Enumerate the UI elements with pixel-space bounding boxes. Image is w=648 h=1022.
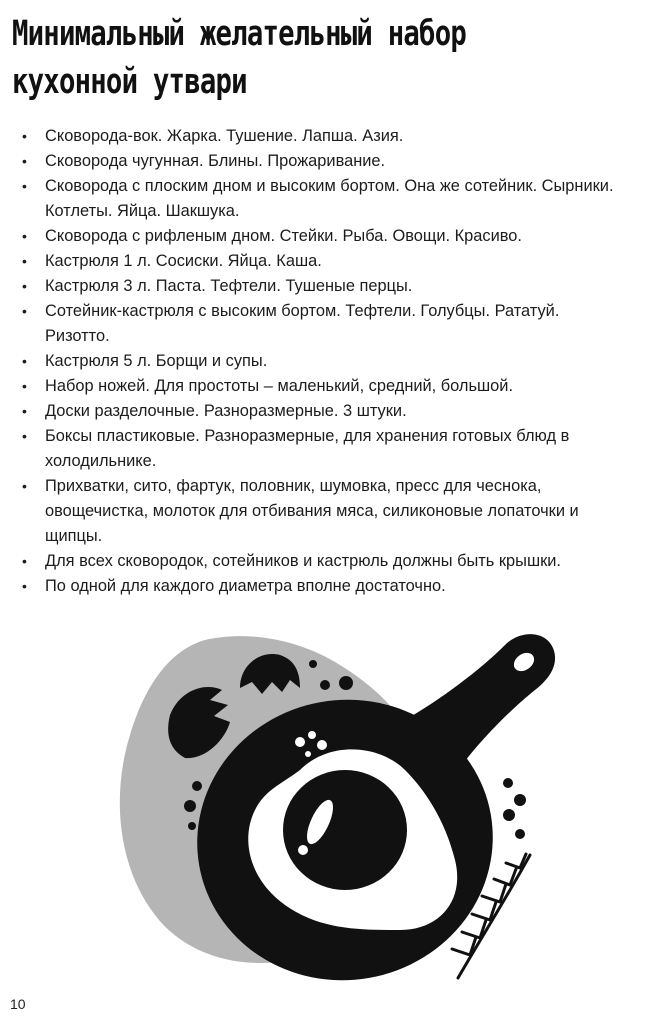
list-item: • Для всех сковородок, сотейников и кастрюль должны быть крышки. [22,549,622,574]
list-item: • Доски разделочные. Разноразмерные. 3 штуки. [22,399,622,424]
list-item: • Сковорода чугунная. Блины. Прожаривание. [22,149,622,174]
list-item: • Сковорода с плоским дном и высоким бортом. Она же сотейник. Сырники. Котлеты. Яйца. Шакшука. [22,174,622,224]
scatter-dot [184,800,196,812]
scatter-dot [503,809,515,821]
kitchenware-list [22,124,622,599]
pan-dot [308,731,316,739]
page-title-line-1: Минимальный желательный набор [12,14,467,54]
yolk-dot [298,845,308,855]
pan-dot [305,751,311,757]
page-number: 10 [10,996,26,1012]
list-item: • Кастрюля 3 л. Паста. Тефтели. Тушеные перцы. [22,274,622,299]
frying-pan-illustration [110,625,580,995]
list-item: • Набор ножей. Для простоты – маленький, средний, большой. [22,374,622,399]
list-item: • По одной для каждого диаметра вполне достаточно. [22,574,622,599]
scatter-dot [514,794,526,806]
scatter-dot [515,829,525,839]
list-item: • Кастрюля 1 л. Сосиски. Яйца. Каша. [22,249,622,274]
pan-dot [317,740,327,750]
list-item: • Сотейник-кастрюля с высоким бортом. Тефтели. Голубцы. Рататуй. Ризотто. [22,299,622,349]
list-item: • Сковорода с рифленым дном. Стейки. Рыба. Овощи. Красиво. [22,224,622,249]
egg-yolk [283,770,407,890]
page-title [12,10,496,106]
list-item: • Прихватки, сито, фартук, половник, шумовка, пресс для чеснока, овощечистка, молоток для отбивания мяса, силиконовые лопаточки и щипцы. [22,474,622,549]
scatter-dot [320,680,330,690]
page-title-line-2: кухонной утвари [12,62,247,102]
scatter-dot [503,778,513,788]
list-item: • Боксы пластиковые. Разноразмерные, для хранения готовых блюд в холодильнике. [22,424,622,474]
scatter-dot [188,822,196,830]
scatter-dot [192,781,202,791]
scatter-dot [339,676,353,690]
scatter-dot [309,660,317,668]
pan-dot [295,737,305,747]
list-item: • Сковорода-вок. Жарка. Тушение. Лапша. Азия. [22,124,622,149]
list-item: • Кастрюля 5 л. Борщи и супы. [22,349,622,374]
